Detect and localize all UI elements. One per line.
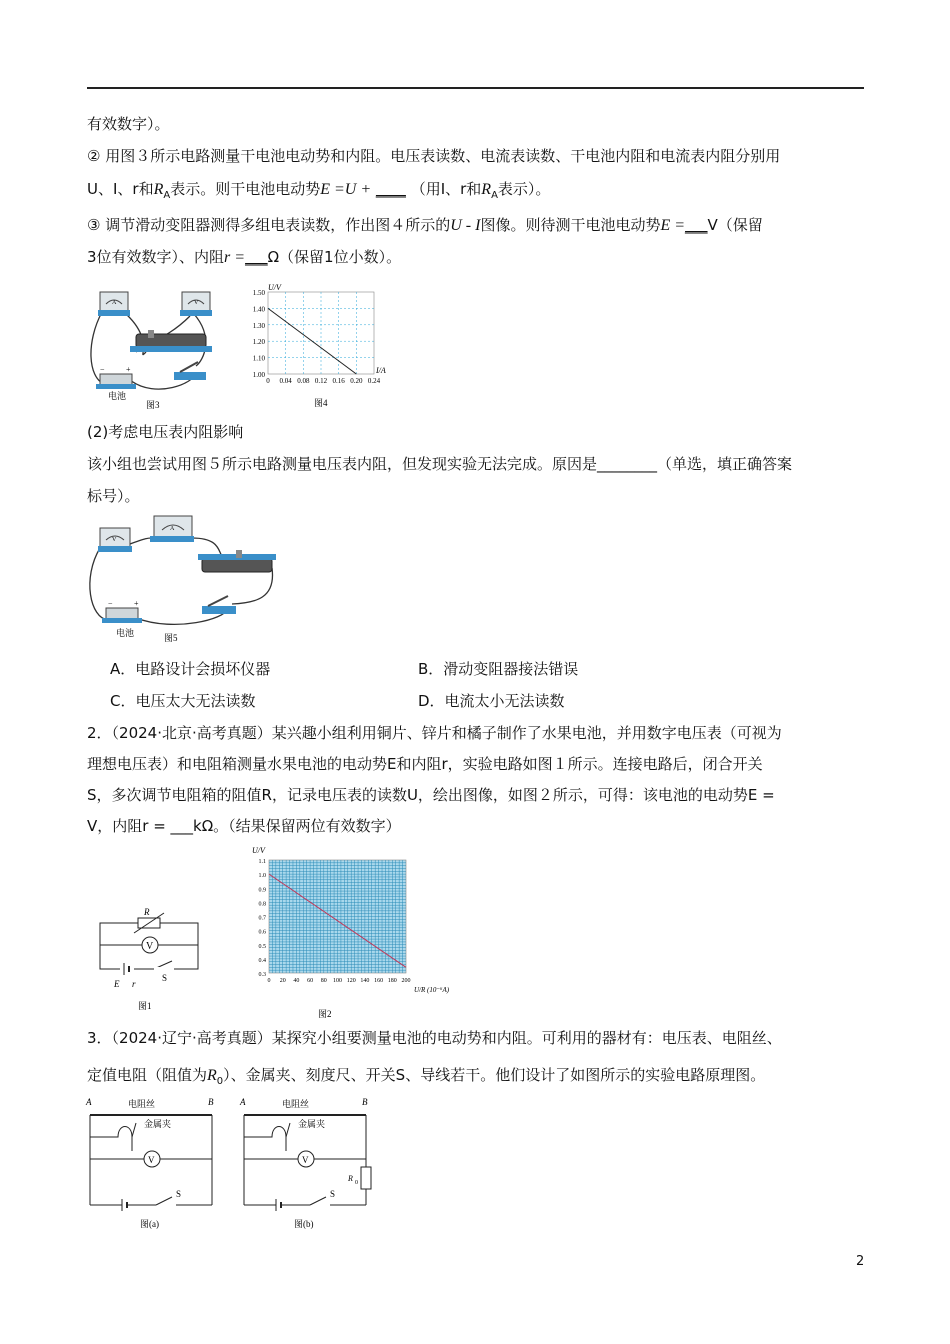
- item2-line1: ② 用图３所示电路测量干电池电动势和内阻。电压表读数、电流表读数、干电池内阻和电流表内阻分别用: [87, 147, 781, 165]
- y-tick-label: 0.3: [258, 972, 266, 978]
- y-tick-label: 0.5: [258, 943, 266, 950]
- x-tick-label: 200: [401, 978, 411, 984]
- x-tick-label: 0.08: [297, 377, 310, 385]
- option-a[interactable]: A．电路设计会损坏仪器: [110, 660, 271, 678]
- svg-text:+: +: [134, 599, 139, 608]
- y-tick-label: 1.00: [252, 371, 265, 379]
- x-tick-label: 20: [279, 978, 286, 984]
- y-tick-label: 1.0: [258, 873, 266, 880]
- y-tick-label: 1.40: [252, 305, 265, 314]
- x-tick-label: 0.12: [314, 377, 328, 385]
- answer-blank: ____: [375, 180, 406, 198]
- x-tick-label: 140: [360, 978, 370, 984]
- fig2-ylabel: U/V: [252, 846, 265, 855]
- fig2-xlabel: U/R (10⁻⁶A): [414, 986, 450, 994]
- y-tick-label: 0.8: [258, 901, 266, 908]
- svg-text:S: S: [330, 1189, 336, 1199]
- svg-text:A: A: [170, 526, 175, 532]
- figure-b-circuit: [238, 1093, 388, 1233]
- y-tick-label: 0.7: [258, 915, 266, 922]
- svg-text:图3: 图3: [146, 400, 160, 410]
- svg-text:S: S: [176, 1189, 182, 1199]
- figure-1-circuit: [94, 905, 204, 1015]
- svg-text:0: 0: [355, 1180, 358, 1186]
- svg-text:V: V: [148, 1155, 155, 1165]
- x-tick-label: 0: [266, 377, 270, 385]
- svg-text:−: −: [100, 365, 105, 374]
- item3-line2: 3位有效数字）、内阻r =___Ω（保留1位小数）。: [87, 248, 402, 266]
- y-tick-label: 0.6: [258, 929, 266, 936]
- fig4-caption: 图4: [314, 398, 328, 408]
- y-tick-label: 1.20: [252, 338, 265, 347]
- figure-3-apparatus: [86, 282, 226, 412]
- q2-line2: 理想电压表）和电阻箱测量水果电池的电动势E和内阻r，实验电路如图１所示。连接电路后，闭合开关: [87, 755, 763, 773]
- x-tick-label: 60: [307, 978, 314, 984]
- svg-text:V: V: [194, 300, 199, 306]
- y-tick-label: 1.30: [252, 321, 265, 330]
- x-tick-label: 160: [374, 978, 384, 984]
- svg-text:B: B: [362, 1097, 368, 1107]
- svg-text:E: E: [114, 979, 120, 989]
- x-tick-label: 0.16: [332, 377, 345, 385]
- fig4-xlabel: I/A: [376, 366, 386, 375]
- figure-2-chart: [236, 842, 456, 1022]
- y-tick-label: 0.9: [258, 887, 266, 894]
- figure-a-circuit: [84, 1093, 224, 1233]
- y-tick-label: 0.4: [258, 957, 266, 964]
- svg-text:B: B: [208, 1097, 214, 1107]
- svg-text:+: +: [126, 365, 131, 374]
- svg-text:电阻丝: 电阻丝: [282, 1099, 310, 1109]
- x-tick-label: 120: [346, 978, 356, 984]
- x-tick-label: 180: [387, 978, 397, 984]
- x-tick-label: 0.04: [279, 377, 292, 385]
- y-tick-label: 1.50: [252, 289, 265, 297]
- part2-line2: 标号）。: [87, 487, 140, 505]
- item3-line1: ③ 调节滑动变阻器测得多组电表读数，作出图４所示的U - I图像。则待测干电池电动势E =___V（保留: [87, 216, 763, 234]
- q3-line1: 3．（2024·辽宁·高考真题）某探究小组要测量电池的电动势和内阻。可利用的器材有：电压表、电阻丝、: [87, 1029, 782, 1047]
- x-tick-label: 0.24: [367, 377, 381, 385]
- option-b[interactable]: B．滑动变阻器接法错误: [418, 660, 579, 678]
- item2-line2: U、I、r和$R_A$表示。则干电池电动势E =U + ____ （用I、r和$R_A$表示）。: [87, 180, 551, 201]
- svg-text:−: −: [108, 599, 113, 608]
- svg-text:V: V: [146, 941, 154, 952]
- fig2-caption: 图2: [318, 1009, 332, 1019]
- svg-text:V: V: [302, 1155, 309, 1165]
- svg-text:图(b): 图(b): [294, 1219, 314, 1229]
- y-tick-label: 1.10: [252, 354, 265, 363]
- svg-text:R: R: [144, 907, 150, 917]
- svg-text:S: S: [162, 973, 168, 983]
- x-tick-label: 0: [267, 978, 271, 984]
- page-number: 2: [856, 1254, 865, 1269]
- figure-5-apparatus: [86, 508, 276, 648]
- x-tick-label: 40: [293, 978, 300, 984]
- svg-text:A: A: [86, 1097, 92, 1107]
- x-tick-label: 100: [333, 978, 342, 984]
- svg-text:电阻丝: 电阻丝: [128, 1099, 156, 1109]
- x-tick-label: 0.20: [350, 377, 363, 385]
- q2-line1: 2．（2024·北京·高考真题）某兴趣小组利用铜片、锌片和橘子制作了水果电池，并用数字电压表（可视为: [87, 724, 782, 742]
- svg-text:A: A: [240, 1097, 246, 1107]
- y-tick-label: 1.1: [258, 859, 266, 865]
- svg-text:V: V: [112, 537, 117, 543]
- svg-text:金属夹: 金属夹: [144, 1119, 172, 1129]
- svg-text:图1: 图1: [138, 1001, 152, 1011]
- fig4-ylabel: U/V: [268, 283, 281, 292]
- q2-line3: S，多次调节电阻箱的阻值R，记录电压表的读数U，绘出图像，如图２所示，可得：该电池的电动势E =: [87, 786, 775, 804]
- header-rule: [87, 87, 864, 89]
- svg-text:图5: 图5: [164, 633, 178, 643]
- svg-text:图(a): 图(a): [140, 1219, 159, 1229]
- svg-text:电池: 电池: [108, 391, 127, 401]
- q3-line2: 定值电阻（阻值为$R_0$）、金属夹、刻度尺、开关S、导线若干。他们设计了如图所示的实验电路原理图。: [87, 1066, 766, 1087]
- svg-text:A: A: [112, 300, 117, 306]
- continuation-text: 有效数字）。: [87, 115, 170, 133]
- svg-text:电池: 电池: [116, 628, 135, 638]
- q2-line4: V，内阻r = ___kΩ。（结果保留两位有效数字）: [87, 817, 401, 835]
- svg-text:R: R: [348, 1174, 353, 1183]
- option-d[interactable]: D．电流太小无法读数: [418, 692, 565, 710]
- option-c[interactable]: C．电压太大无法读数: [110, 692, 256, 710]
- part2-heading: (2)考虑电压表内阻影响: [87, 423, 244, 441]
- svg-text:金属夹: 金属夹: [298, 1119, 326, 1129]
- x-tick-label: 80: [320, 978, 327, 984]
- svg-text:r: r: [132, 979, 136, 989]
- figure-4-chart: [236, 278, 406, 412]
- part2-line1: 该小组也尝试用图５所示电路测量电压表内阻，但发现实验无法完成。原因是________（单选，填正确答案: [87, 455, 793, 473]
